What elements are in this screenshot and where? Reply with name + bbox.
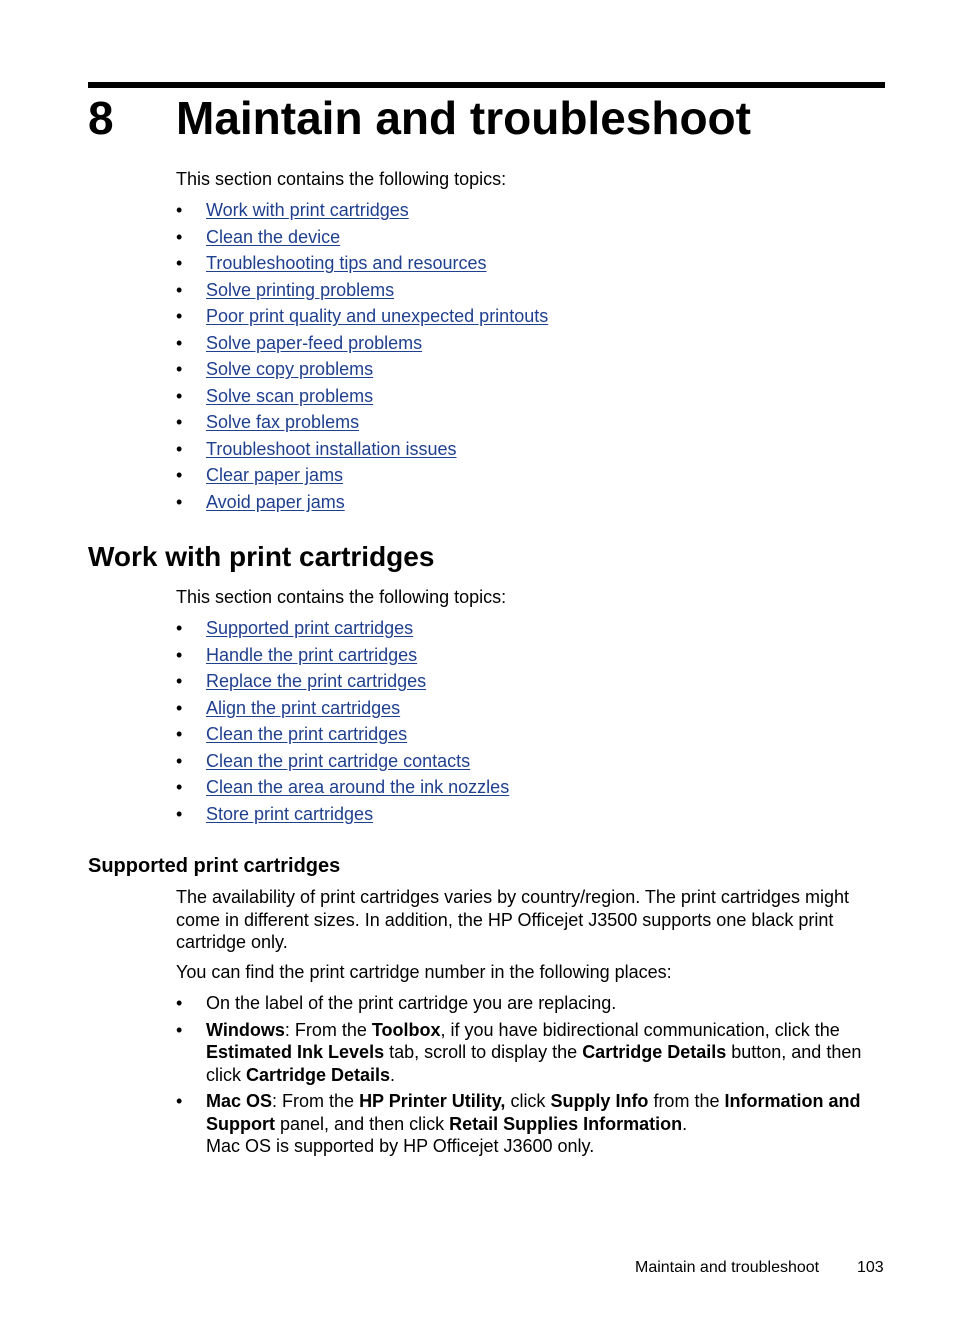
list-item	[176, 411, 548, 438]
bold-term: Information and Support	[206, 1091, 861, 1134]
note-text: Mac OS is supported by HP Officejet J3600 only.	[206, 1136, 595, 1156]
body-paragraph: The availability of print cartridges varies by country/region. The print cartridges might come in different sizes. In addition, the HP Officejet J3500 supports one black print cartridge only.	[176, 887, 849, 952]
bullet: •	[176, 279, 183, 300]
list-item	[176, 305, 548, 332]
list-text: : From the	[272, 1091, 360, 1111]
topic-link[interactable]: Replace the print cartridges	[206, 671, 427, 691]
intro-text: This section contains the following topics:	[176, 169, 507, 189]
bullet: •	[176, 697, 183, 718]
topic-link[interactable]: Clear paper jams	[206, 465, 344, 485]
bullet: •	[176, 200, 183, 220]
bold-term: Windows	[206, 1019, 285, 1040]
bullet: •	[176, 306, 183, 326]
list-item	[176, 252, 548, 279]
list-text: tab, scroll to display the	[384, 1042, 583, 1062]
topic-link[interactable]: Solve paper-feed problems	[206, 332, 423, 353]
bold-term: Cartridge Details	[582, 1042, 727, 1062]
topic-link[interactable]: Align the print cartridges	[206, 697, 401, 718]
bullet: •	[176, 226, 183, 247]
list-item	[176, 697, 509, 724]
topic-link[interactable]: Store print cartridges	[206, 803, 374, 824]
chapter-topic-list	[176, 199, 548, 517]
list-item	[176, 226, 548, 253]
bullet: •	[176, 1019, 183, 1040]
list-item	[176, 617, 509, 644]
list-item	[176, 385, 548, 412]
page-number: 103	[857, 1259, 884, 1276]
bullet: •	[176, 359, 183, 379]
list-item	[176, 803, 509, 830]
bullet: •	[176, 671, 183, 691]
topic-link[interactable]: Solve printing problems	[206, 279, 395, 300]
list-item	[176, 332, 548, 359]
bullet: •	[176, 777, 183, 797]
bullet: •	[176, 253, 183, 273]
list-item	[176, 358, 548, 385]
intro-text: This section contains the following topics:	[176, 587, 507, 607]
subsection-heading: Supported print cartridges	[88, 855, 341, 877]
bold-term: Estimated Ink Levels	[206, 1042, 385, 1062]
list-item	[176, 438, 548, 465]
list-text: On the label of the print cartridge you are replacing.	[206, 993, 617, 1013]
topic-link[interactable]: Solve copy problems	[206, 359, 374, 379]
bullet: •	[176, 803, 183, 824]
list-item	[176, 750, 509, 777]
topic-link[interactable]: Clean the area around the ink nozzles	[206, 777, 510, 797]
list-text: panel, and then click	[275, 1113, 450, 1134]
bullet: •	[176, 750, 183, 771]
bullet: •	[176, 1091, 183, 1111]
section-heading: Work with print cartridges	[88, 541, 435, 572]
list-item	[176, 491, 548, 518]
topic-link[interactable]: Supported print cartridges	[206, 618, 414, 638]
list-item	[176, 776, 509, 803]
body-paragraph: You can find the print cartridge number in the following places:	[176, 962, 672, 982]
bullet: •	[176, 332, 183, 353]
topic-link[interactable]: Solve scan problems	[206, 385, 374, 406]
list-text: .	[390, 1064, 396, 1085]
footer-chapter-title: Maintain and troubleshoot	[635, 1259, 820, 1276]
list-text: from the	[648, 1091, 725, 1111]
bullet: •	[176, 491, 183, 512]
topic-link[interactable]: Poor print quality and unexpected printouts	[206, 306, 549, 326]
bold-term: Supply Info	[550, 1091, 649, 1111]
location-list	[176, 992, 881, 1162]
topic-link[interactable]: Work with print cartridges	[206, 200, 409, 220]
bullet: •	[176, 465, 183, 485]
chapter-rule	[88, 82, 885, 88]
list-item	[176, 644, 509, 671]
topic-link[interactable]: Clean the print cartridge contacts	[206, 750, 471, 771]
list-item	[176, 1019, 881, 1087]
list-text: , if you have bidirectional communication, click the	[440, 1019, 840, 1040]
topic-link[interactable]: Troubleshoot installation issues	[206, 438, 457, 459]
bold-term: HP Printer Utility,	[359, 1091, 506, 1111]
list-item	[176, 670, 509, 697]
list-text: .	[682, 1113, 688, 1134]
bold-term: Cartridge Details	[246, 1064, 391, 1085]
list-text: button, and then click	[206, 1042, 862, 1085]
topic-link[interactable]: Handle the print cartridges	[206, 644, 418, 665]
list-item	[176, 464, 548, 491]
list-text: : From the	[284, 1019, 372, 1040]
bold-term: Retail Supplies Information	[449, 1113, 683, 1134]
bullet: •	[176, 385, 183, 406]
topic-link[interactable]: Clean the device	[206, 226, 341, 247]
list-item	[176, 992, 881, 1015]
list-item	[176, 199, 548, 226]
list-item	[176, 279, 548, 306]
bullet: •	[176, 993, 183, 1013]
bullet: •	[176, 438, 183, 459]
topic-link[interactable]: Troubleshooting tips and resources	[206, 253, 487, 273]
bold-term: Toolbox	[371, 1019, 441, 1040]
bullet: •	[176, 724, 183, 744]
section-topic-list	[176, 617, 509, 829]
bullet: •	[176, 412, 183, 432]
list-item	[176, 723, 509, 750]
topic-link[interactable]: Avoid paper jams	[206, 491, 345, 512]
topic-link[interactable]: Solve fax problems	[206, 412, 360, 432]
bullet: •	[176, 644, 183, 665]
chapter-number: 8	[88, 92, 114, 144]
chapter-title: Maintain and troubleshoot	[176, 92, 751, 144]
topic-link[interactable]: Clean the print cartridges	[206, 724, 408, 744]
list-item	[176, 1090, 881, 1158]
bullet: •	[176, 618, 183, 638]
list-text: click	[505, 1091, 551, 1111]
bold-term: Mac OS	[206, 1091, 273, 1111]
